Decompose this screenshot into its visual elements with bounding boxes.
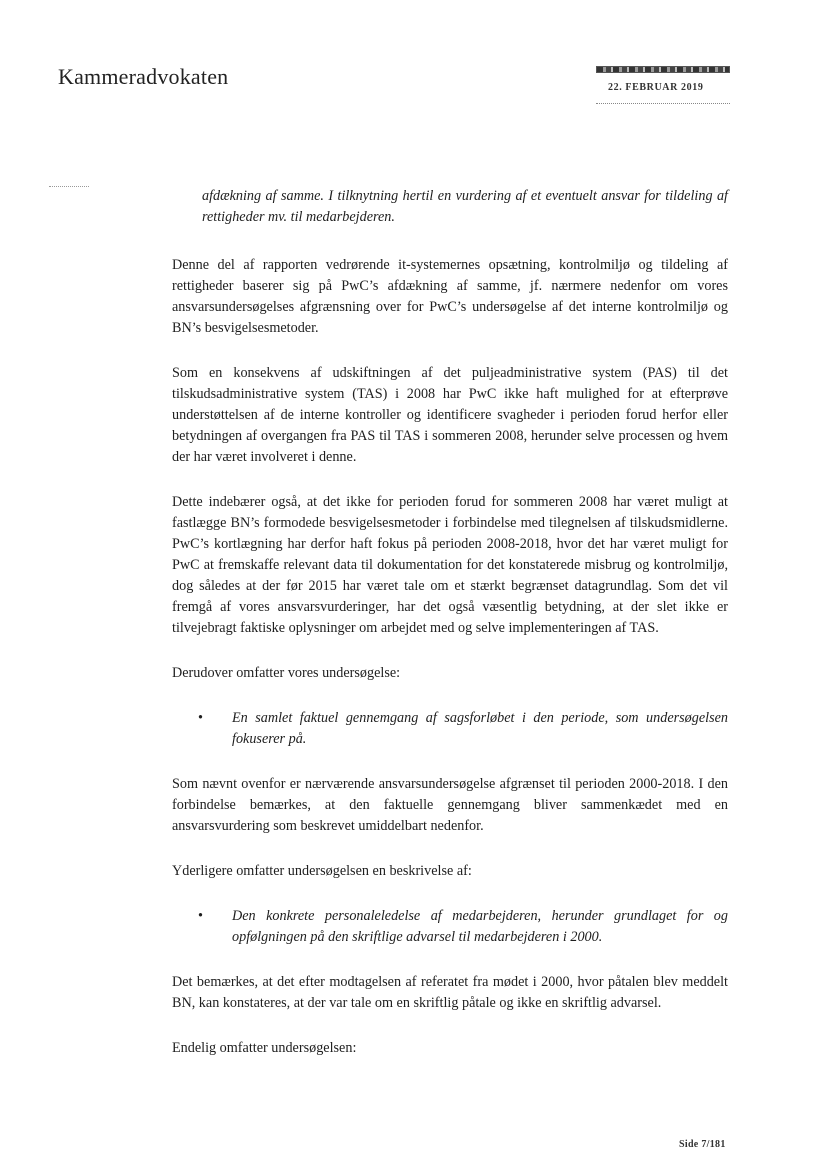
document-date: 22. FEBRUAR 2019 (608, 82, 704, 93)
page-number: Side 7/181 (679, 1139, 726, 1150)
document-body (172, 186, 728, 1083)
date-divider (596, 103, 730, 104)
date-decorative-bar (596, 66, 730, 73)
bullet-text-2: Den konkrete personaleledelse af medarbejderen, herunder grundlaget for og opfølgningen på den skriftlige advarsel til medarbejderen i 2000. (232, 908, 728, 945)
paragraph-1: Denne del af rapporten vedrørende it-systemernes opsætning, kontrolmiljø og tildeling af rettigheder baserer sig på PwC’s afdækning af samme, jf. nærmere nedenfor om vores ansvarsundersøgelses afgrænsning over for PwC’s undersøgelse af det interne kontrolmiljø og BN’s besvigelsesmetoder. (172, 257, 728, 336)
bullet-item-2 (172, 906, 728, 948)
paragraph-4: Derudover omfatter vores undersøgelse: (172, 665, 401, 681)
paragraph-2: Som en konsekvens af udskiftningen af det puljeadministrative system (PAS) til det tilskudsadministrative system (TAS) i 2008 har PwC ikke haft mulighed for at efterprøve understøttelsen af de interne kontroller og identificere svagheder i perioden forud herfor eller betydningen af overgangen fra PAS til TAS i sommeren 2008, herunder selve processen og hvem der har været involveret i denne. (172, 365, 728, 465)
paragraph-7: Det bemærkes, at det efter modtagelsen af referatet fra mødet i 2000, hvor påtalen blev meddelt BN, kan konstateres, at der var tale om en skriftlig påtale og ikke en skriftlig advarsel. (172, 974, 728, 1011)
margin-divider (49, 186, 89, 187)
bullet-text-1: En samlet faktuel gennemgang af sagsforløbet i den periode, som undersøgelsen fokuserer på. (232, 710, 728, 747)
intro-italic-continuation: afdækning af samme. I tilknytning hertil en vurdering af et eventuelt ansvar for tildeling af rettigheder mv. til medarbejderen. (202, 188, 728, 225)
paragraph-6: Yderligere omfatter undersøgelsen en beskrivelse af: (172, 863, 472, 879)
bullet-item-1 (172, 708, 728, 750)
paragraph-8: Endelig omfatter undersøgelsen: (172, 1040, 357, 1056)
firm-logo: Kammeradvokaten (58, 64, 229, 89)
bullet-icon: • (198, 908, 203, 924)
paragraph-5: Som nævnt ovenfor er nærværende ansvarsundersøgelse afgrænset til perioden 2000-2018. I den forbindelse bemærkes, at den faktuelle gennemgang bliver sammenkædet med en ansvarsvurdering som beskrevet umiddelbart nedenfor. (172, 776, 728, 834)
paragraph-3: Dette indebærer også, at det ikke for perioden forud for sommeren 2008 har været muligt at fastlægge BN’s formodede besvigelsesmetoder i forbindelse med tilegnelsen af tilskudsmidlerne. PwC’s kortlægning har derfor haft fokus på perioden 2008-2018, hvor det har været muligt for PwC at fremskaffe relevant data til dokumentation for det konstaterede misbrug og kontrolmiljø, dog således at der før 2015 har været tale om et stærkt begrænset datagrundlag. Som det vil fremgå af vores ansvarsvurderinger, har det også væsentlig betydning, at der slet ikke er tilvejebragt faktiske oplysninger om arbejdet med og selve implementeringen af TAS. (172, 494, 728, 636)
bullet-icon: • (198, 710, 203, 726)
date-block (596, 66, 730, 104)
